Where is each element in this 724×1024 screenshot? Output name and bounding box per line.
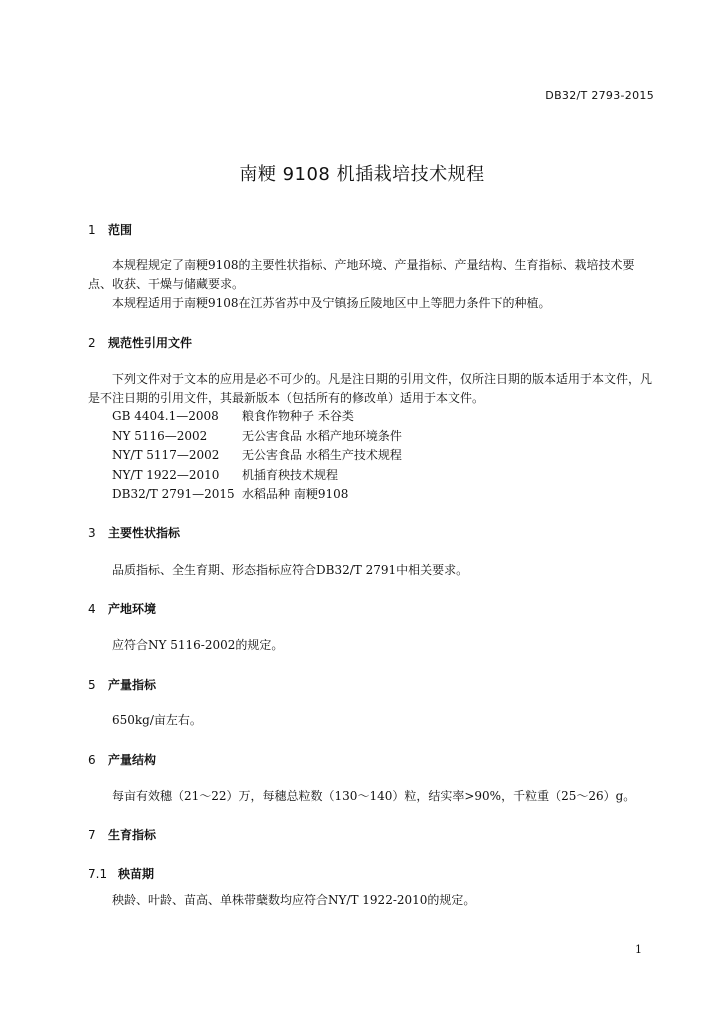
section-title: 秧苗期 <box>118 867 155 881</box>
section-number: 7 <box>88 828 96 842</box>
section-title: 产地环境 <box>108 602 157 616</box>
paragraph-yield-structure: 每亩有效穗（21～22）万，每穗总粒数（130～140）粒，结实率>90%，千粒重（25～26）g。 <box>112 789 636 803</box>
section-number: 3 <box>88 526 96 540</box>
section-heading-5 <box>88 676 156 693</box>
section-heading-3 <box>88 524 180 541</box>
reference-code: DB32/T 2791—2015 <box>112 487 235 501</box>
section-number: 6 <box>88 753 96 767</box>
section-title: 范围 <box>108 223 133 237</box>
section-number: 4 <box>88 602 96 616</box>
paragraph-scope-1: 本规程规定了南粳9108的主要性状指标、产地环境、产量指标、产量结构、生育指标、栽培技术要点、收获、干燥与储藏要求。 <box>88 258 635 291</box>
reference-code: NY/T 5117—2002 <box>112 448 220 462</box>
section-heading-7 <box>88 826 156 843</box>
reference-name: 水稻品种 南粳9108 <box>242 487 349 501</box>
page-number: 1 <box>635 943 642 956</box>
paragraph-references-intro: 下列文件对于文本的应用是必不可少的。凡是注日期的引用文件，仅所注日期的版本适用于本文件，凡是不注日期的引用文件，其最新版本（包括所有的修改单）适用于本文件。 <box>88 372 653 405</box>
paragraph-yield: 650kg/亩左右。 <box>112 713 202 727</box>
section-title: 生育指标 <box>108 828 157 842</box>
reference-name: 粮食作物种子 禾谷类 <box>242 409 354 423</box>
reference-item <box>112 446 402 466</box>
reference-list <box>112 407 402 505</box>
section-number: 1 <box>88 223 96 237</box>
section-title: 产量结构 <box>108 753 157 767</box>
reference-code: GB 4404.1—2008 <box>112 409 219 423</box>
reference-item <box>112 485 402 505</box>
standard-code: DB32/T 2793-2015 <box>545 89 654 102</box>
section-heading-4 <box>88 600 156 617</box>
reference-name: 无公害食品 水稻生产技术规程 <box>242 448 402 462</box>
section-number: 7.1 <box>88 867 108 881</box>
section-heading-6 <box>88 751 156 768</box>
reference-item <box>112 407 402 427</box>
document-title: 南粳 9108 机插栽培技术规程 <box>239 164 485 185</box>
paragraph-environment: 应符合NY 5116-2002的规定。 <box>112 638 284 652</box>
section-heading-7-1 <box>88 865 154 882</box>
section-title: 规范性引用文件 <box>108 336 193 350</box>
reference-code: NY/T 1922—2010 <box>112 467 220 482</box>
section-title: 产量指标 <box>108 678 157 692</box>
reference-code: NY 5116—2002 <box>112 428 208 443</box>
paragraph-scope-2: 本规程适用于南粳9108在江苏省苏中及宁镇扬丘陵地区中上等肥力条件下的种植。 <box>112 296 551 310</box>
reference-name: 无公害食品 水稻产地环境条件 <box>242 428 402 443</box>
section-heading-2 <box>88 334 192 351</box>
section-number: 2 <box>88 336 96 350</box>
paragraph-traits: 品质指标、全生育期、形态指标应符合DB32/T 2791中相关要求。 <box>112 563 469 577</box>
section-title: 主要性状指标 <box>108 526 181 540</box>
section-number: 5 <box>88 678 96 692</box>
reference-name: 机插育秧技术规程 <box>242 467 339 482</box>
section-heading-1 <box>88 221 132 238</box>
reference-item <box>112 466 402 486</box>
paragraph-seedling-stage: 秧龄、叶龄、苗高、单株带蘖数均应符合NY/T 1922-2010的规定。 <box>112 893 476 907</box>
reference-item <box>112 427 402 447</box>
